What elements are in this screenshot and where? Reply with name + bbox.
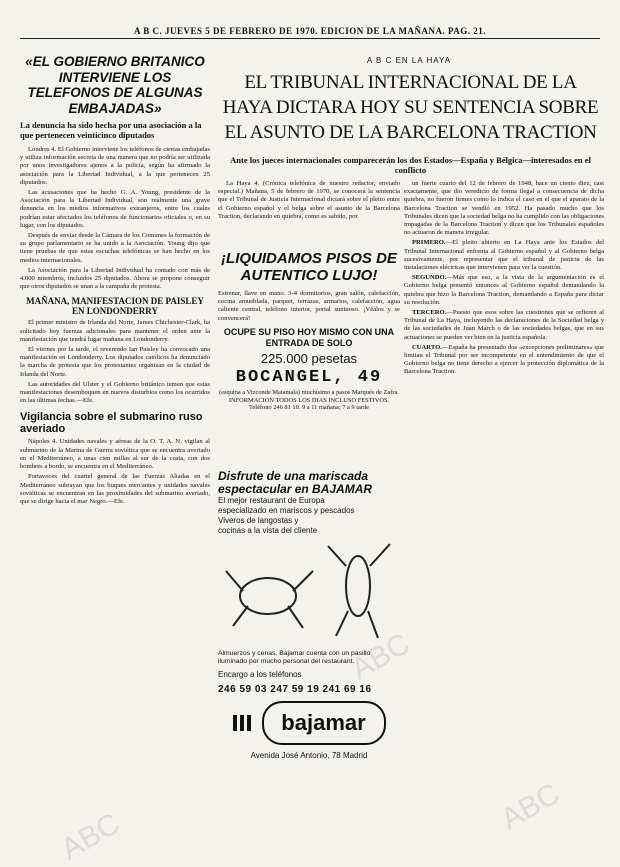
main-subtitle: Ante los jueces internacionales comparecerán los dos Estados—España y Bélgica—interesados en el conflicto xyxy=(230,155,591,175)
ad-body: Estrenar, llave en mano. 3-4 dormitorios, gran salón, calefacción, cocina amueblada, parquet, terrazas, armarios, calefacción, agua caliente central, teléfono interior, portal suntuoso. ¡Véalos y se convencerá! xyxy=(218,290,400,322)
main-headline: EL TRIBUNAL INTERNACIONAL DE LA HAYA DICTARA HOY SU SENTENCIA SOBRE EL ASUNTO DE LA BARCELONA TRACTION xyxy=(222,72,599,143)
paragraph xyxy=(404,274,604,307)
ad-phones: 246 59 03 247 59 19 241 69 16 xyxy=(218,684,372,695)
paisley-headline: MAÑANA, MANIFESTACION DE PAISLEY EN LONDONDERRY xyxy=(26,296,204,317)
ad-address: Avenida José Antonio, 78 Madrid xyxy=(250,751,368,760)
ad-headline: Disfrute de una mariscada espectacular en BAJAMAR xyxy=(218,469,373,496)
paragraph xyxy=(404,309,604,342)
bar-icon xyxy=(233,715,237,731)
bajamar-logo: bajamar xyxy=(262,701,386,745)
ad-details: (esquina a Vizconde Matamala) muchísimo a pasos Marqués de Zafra. INFORMACION TODOS LOS DIAS INCLUSO FESTIVOS. Teléfono 246 81 10. 9 a 11 mañana; 7 a 9 tarde xyxy=(219,388,399,412)
ad-cta: OCUPE SU PISO HOY MISMO CON UNA ENTRADA DE SOLO xyxy=(223,326,395,348)
paragraph-text: —El pleito abierto en La Haya ante los Estados del Tribunal Internacional enfrenta al Gobierno español y al Gobierno belga sucesivamente, por representar que el tribunal de justicia de las instalaciones eléctricas que intervienen para ver la cuestión. xyxy=(404,239,604,272)
section-label: TERCERO. xyxy=(412,309,447,317)
paragraph: Portavoces del cuartel general de las Fuerzas Aliadas en el Mediterráneo subrayan que los buques mercantes y unidades navales soviéticas se encuentran en las proximidades del submarino averiado, que se dirige hacia el mar Negro.—Efe. xyxy=(20,473,210,505)
section-label: CUARTO. xyxy=(412,343,442,351)
section-label: PRIMERO. xyxy=(412,239,446,247)
lobster-icon xyxy=(218,536,400,646)
ad-note: Almuerzos y cenas. Bajamar cuenta con un pasillo iluminado por mucho personal del restaurant. xyxy=(218,650,371,665)
paragraph: El viernes por la tarde, el reverendo Ian Paisley ha convocado una manifestación en Londonderry. Los diputados católicos ha denunciado la marcha de protesta que los protestantes organizan en la ciudad de Irlanda del Norte. xyxy=(20,346,210,378)
bajamar-ad xyxy=(218,470,400,760)
ad-headline: ¡LIQUIDAMOS PISOS DE AUTENTICO LUJO! xyxy=(221,250,397,284)
watermark: ABC xyxy=(345,626,416,687)
ad-line: especializado en mariscos y pescados xyxy=(218,506,355,515)
ad-address-brand: BOCANGEL, 49 xyxy=(235,367,383,387)
paragraph xyxy=(404,344,604,377)
paragraph: Las autoridades del Ulster y el Gobierno británico temen que estas manifestaciones desemboquen en nuevos disturbios como los ocurridos en las últimas fechas.—Efe. xyxy=(20,380,210,405)
paragraph: El primer ministro de Irlanda del Norte, James Chichester-Clark, ha solicitado hoy fuerzas adicionales para mantener el orden ante la manifestación que tendrá lugar mañana en Londonderry. xyxy=(20,319,210,343)
right-column xyxy=(404,180,604,850)
left-headline: «EL GOBIERNO BRITANICO INTERVIENE LOS TELEFONOS DE ALGUNAS EMBAJADAS» xyxy=(25,54,205,116)
paragraph: Las acusaciones que ha hecho G. A. Young, presidente de la Asociación para la Libertad Individual, son realmente una grave denuncia en los medios informativos extranjeros, entre los cuales podrían estar afectados los teléfonos de funcionarios oficiales o, en su lugar, con los diputados. xyxy=(20,189,210,229)
paragraph: Nápoles 4. Unidades navales y aéreas de la O. T. A. N. vigilan al submarino de la Marina de Guerra soviética que se encuentra averiado en el Mediterráneo, a unas cien millas al sur de la costa, con dos hombres a bordo, se encuentra en el Mediterráneo. xyxy=(20,438,210,471)
left-column xyxy=(20,48,210,848)
paragraph: un fuerte cuarto del 12 de febrero de 1948, hace un ciento diez, casi exactamente, que dio veredicto de forma ilegal a consecuencia de dicha quiebra, no fueron firmes como lo indica el caso en el que el aparato de la Barcelona Traction se vendió en 1952. Ha pasado mucho que los Tribunales dicen que la sociedad belga no ha cumplido con las obligaciones impagadas de la Barcelona Traction y dicen que los Tribunales españoles no actuaron de manera irregular. xyxy=(404,180,604,237)
paragraph: Londres 4. El Gobierno interviene los teléfonos de ciertas embajadas y utiliza información secreta de una manera que no podría ser utilizada por unos investigadores ajenos a la policía, según ha afirmado la asociación para la Libertad Individual, a la que pertenecen 25 diputados. xyxy=(20,146,210,186)
ad-price: 225.000 pesetas xyxy=(260,350,358,366)
paragraph: La Asociación para la Libertad Individual ha contado con más de 4.000 miembros, incluidos 25 diputados. Ahora se propone conseguir que otros diputados se unan a la campaña de protesta. xyxy=(20,266,210,291)
watermark: ABC xyxy=(55,806,126,867)
logo-row xyxy=(218,701,400,745)
paragraph: La Haya 4. (Crónica telefónica de nuestro redactor, enviado especial.) Mañana, 5 de febrero de 1970, se conocerá la sentencia que el Tribunal de Justicia Internacional dictará sobre el pleito entre el Gobierno español y el belga sobre el asunto de la Barcelona Traction, declarando en quiebra, como es sabido, por xyxy=(218,180,400,220)
section-kicker: A B C EN LA HAYA xyxy=(366,56,452,65)
seafood-illustration xyxy=(218,536,400,646)
bar-icon xyxy=(247,715,251,731)
center-lead xyxy=(218,180,400,223)
watermark: ABC xyxy=(495,776,566,837)
paragraph-text: —España ha presentado dos «excepciones preliminares» que limitan el Tribunal por ser incompetente en el entendimiento de que el Gobierno belga no tiene derecho a ejercer la protección diplomática de la Barcelona Traction. xyxy=(404,343,604,376)
apartment-ad xyxy=(218,250,400,412)
paragraph-text: —Puesto que esos sobre las cuestiones que se refieren al Tribunal de La Haya, incluyendo las declaraciones de la Sociedad belga y de las sociedades de Juan March o de las sociedades belgas, que en sus actuaciones se pueden ver bien en la justicia española. xyxy=(404,309,604,341)
bar-icon xyxy=(240,715,244,731)
page-header: A B C. JUEVES 5 DE FEBRERO DE 1970. EDICION DE LA MAÑANA. PAG. 21. xyxy=(20,26,600,39)
ad-line: Viveros de langostas y xyxy=(218,516,299,525)
paragraph-text: —Más que eso, a la vista de la argumentación es el Gobierno belga presentó entonces al Gobierno español demandando la quiebra que hizo la Barcelona Traction, demandando a España para dictar su resolución. xyxy=(404,274,604,306)
paragraph: Después de enviar desde la Cámara de los Comunes la formación de su grupo parlamentario se ha unido a la Asociación. Young dijo que tiene pruebas de que estas escuchas telefónicas se han hecho en los medios internacionales. xyxy=(20,232,210,264)
ad-line: cocinas a la vista del cliente xyxy=(218,526,318,535)
section-label: SEGUNDO. xyxy=(412,274,447,282)
ad-order: Encargo a los teléfonos xyxy=(218,670,302,679)
left-subtitle: La denuncia ha sido hecha por una asociación a la que pertenecen veinticinco diputados xyxy=(20,120,202,140)
submarine-headline: Vigilancia sobre el submarino ruso averiado xyxy=(20,411,203,436)
paragraph xyxy=(404,239,604,272)
ad-line: El mejor restaurant de Europa xyxy=(218,496,325,505)
